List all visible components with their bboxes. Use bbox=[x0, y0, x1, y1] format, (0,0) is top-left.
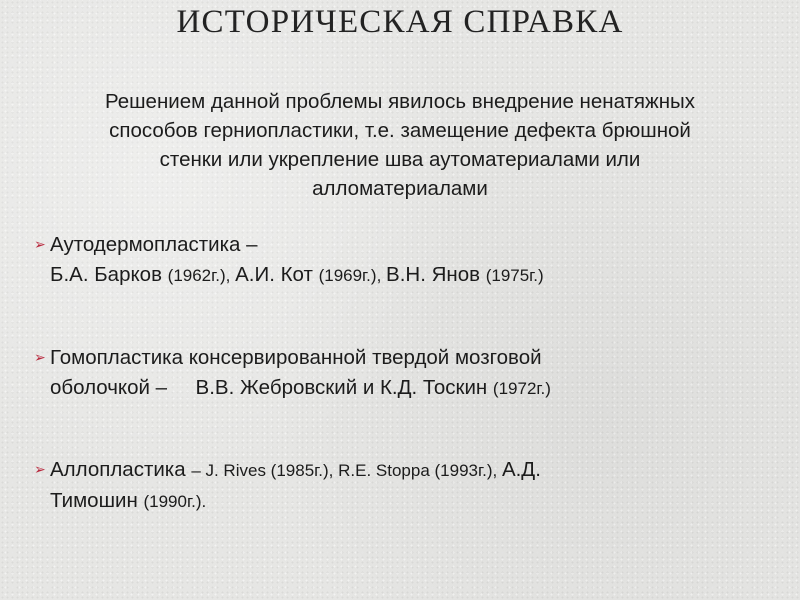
item-line bbox=[34, 486, 541, 517]
arrow-bullet-icon: ➢ bbox=[34, 461, 46, 477]
author-name: Б.А. Барков bbox=[50, 263, 168, 286]
item-line bbox=[34, 454, 541, 486]
author-name: А.Д. bbox=[501, 458, 541, 481]
bullet-item-alloplasty bbox=[34, 454, 541, 517]
item-line bbox=[34, 342, 551, 373]
year-text: (1975г.) bbox=[485, 266, 544, 285]
arrow-bullet-icon: ➢ bbox=[34, 349, 46, 365]
intro-line: Решением данной проблемы явилось внедрение ненатяжных bbox=[104, 90, 696, 113]
intro-line: алломатериалами bbox=[312, 177, 488, 200]
author-name: оболочкой – В.В. Жебровский и К.Д. Тоскин bbox=[50, 376, 493, 399]
arrow-bullet-icon: ➢ bbox=[34, 236, 46, 252]
authors-text: – J. Rives (1985г.), R.E. Stoppa (1993г.), bbox=[191, 461, 502, 480]
item-line bbox=[34, 373, 551, 404]
year-text: (1990г.). bbox=[143, 492, 207, 511]
item-line bbox=[34, 260, 544, 291]
item-text: Аллопластика bbox=[50, 458, 192, 481]
slide-title: ИСТОРИЧЕСКАЯ СПРАВКА bbox=[176, 4, 624, 40]
author-name: В.Н. Янов bbox=[386, 263, 486, 286]
intro-paragraph bbox=[40, 87, 760, 203]
year-text: (1969г.), bbox=[318, 266, 387, 285]
item-text: Гомопластика консервированной твердой мозговой bbox=[50, 346, 542, 369]
author-name: Тимошин bbox=[50, 489, 144, 512]
bullet-item-homoplasty bbox=[34, 342, 551, 404]
item-line bbox=[34, 229, 544, 260]
item-text: Аутодермопластика – bbox=[50, 233, 258, 256]
year-text: (1962г.), bbox=[167, 266, 236, 285]
author-name: А.И. Кот bbox=[235, 263, 319, 286]
intro-line: способов герниопластики, т.е. замещение дефекта брюшной bbox=[109, 119, 691, 142]
year-text: (1972г.) bbox=[492, 379, 551, 398]
bullet-item-autodermoplasty bbox=[34, 229, 544, 291]
intro-line: стенки или укрепление шва аутоматериалами или bbox=[159, 148, 641, 171]
